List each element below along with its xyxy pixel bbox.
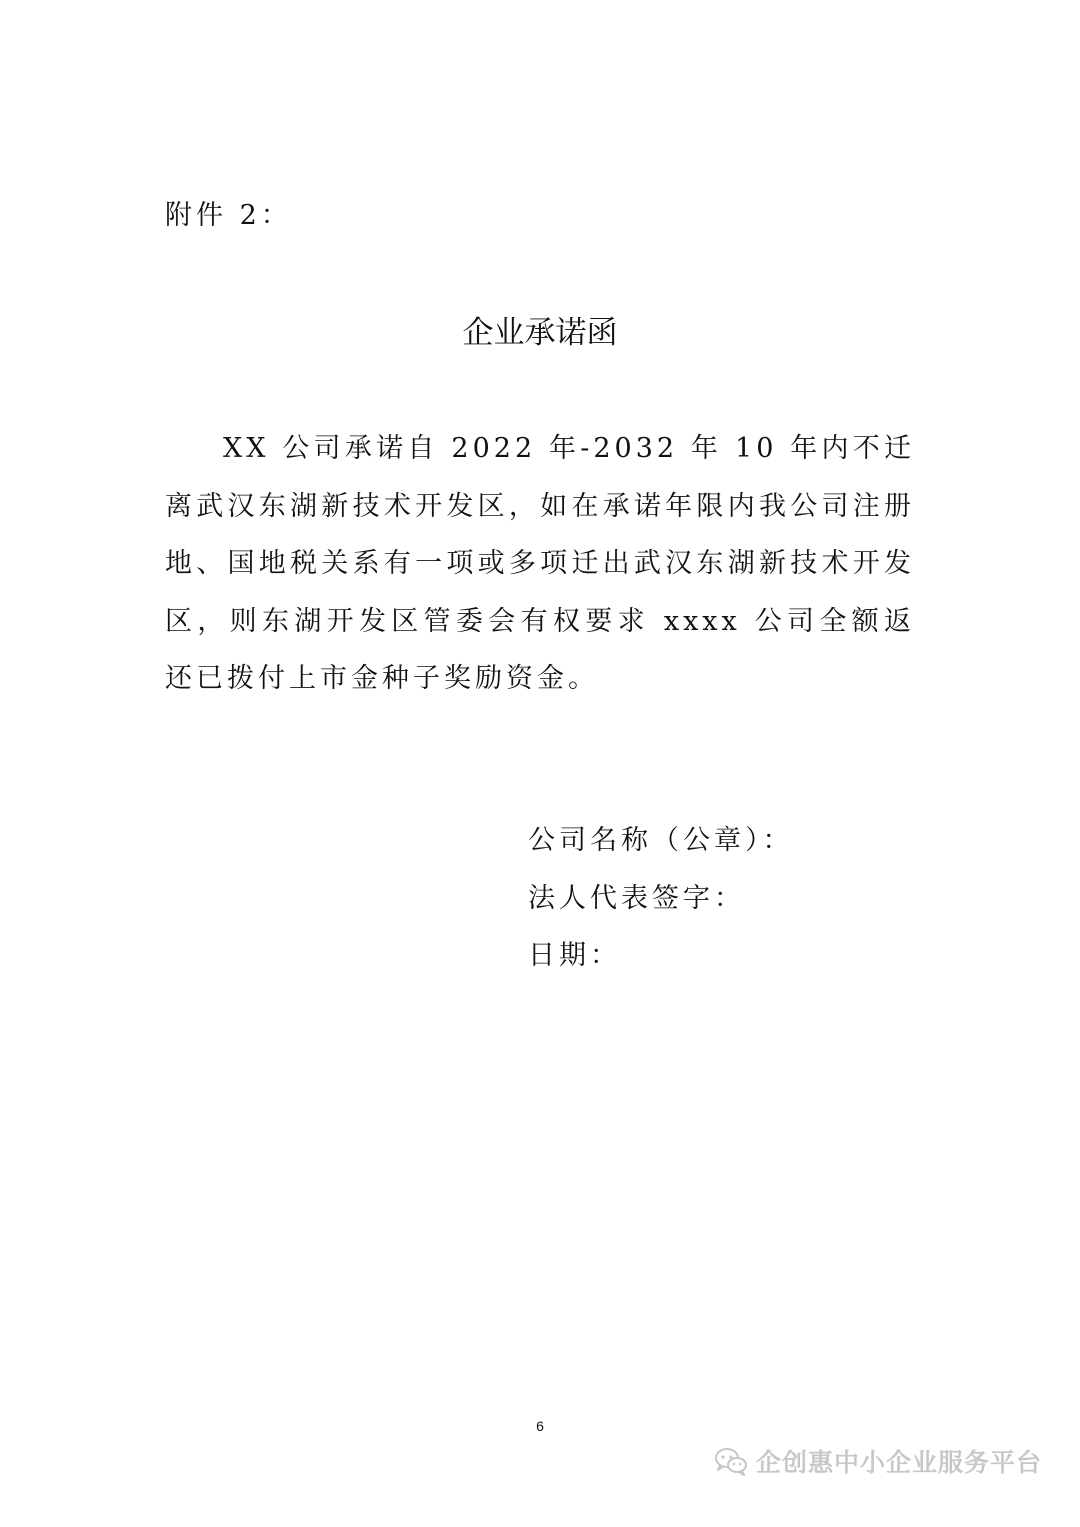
commitment-body: XX 公司承诺自 2022 年-2032 年 10 年内不迁离武汉东湖新技术开发区，如在承诺年限内我公司注册地、国地税关系有一项或多项迁出武汉东湖新技术开发区，则东湖开发区管委会有权要求 xxxx 公司全额返还已拨付上市金种子奖励资金。 — [165, 433, 915, 694]
watermark — [714, 1441, 1042, 1481]
legal-representative-line: 法人代表签字： — [528, 882, 745, 914]
wechat-icon — [714, 1446, 748, 1476]
date-line: 日期： — [528, 940, 621, 971]
page-number: 6 — [536, 1418, 544, 1434]
document-title: 企业承诺函 — [462, 315, 618, 351]
attachment-label: 附件 2： — [165, 200, 292, 231]
signature-block — [528, 812, 948, 985]
company-name-line: 公司名称（公章）： — [528, 825, 794, 856]
watermark-text: 企创惠中小企业服务平台 — [755, 1448, 1042, 1477]
